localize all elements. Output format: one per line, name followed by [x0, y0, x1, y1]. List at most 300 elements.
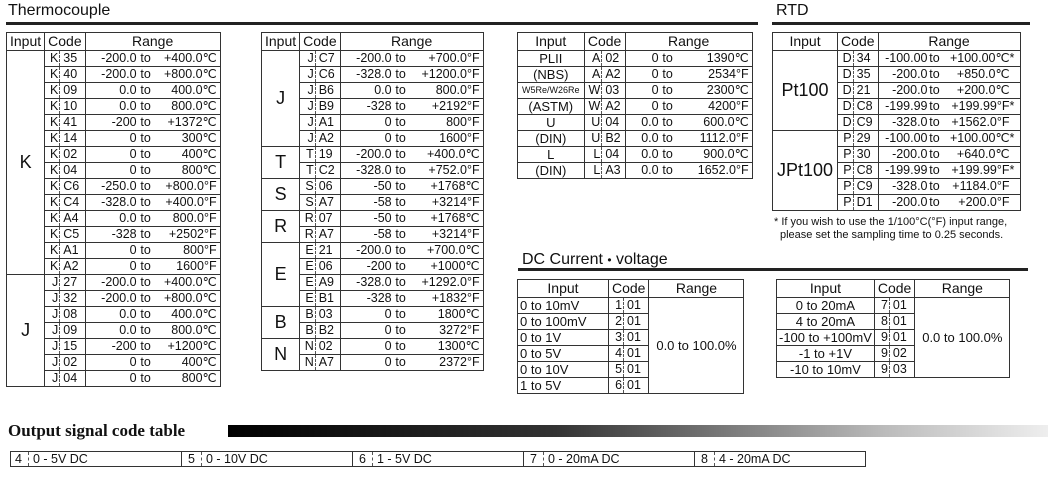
thermo-table-3-wrap — [517, 32, 753, 179]
range-high: +1292.0°F — [421, 275, 480, 289]
code-letter: J — [45, 275, 60, 291]
input-cell: 4 to 20mA — [777, 314, 875, 330]
code-letter: T — [300, 163, 316, 179]
range-cell — [85, 99, 220, 115]
code-digits: A3 — [602, 163, 625, 179]
range-high: 600.0℃ — [703, 115, 749, 129]
range-cell — [878, 195, 1020, 211]
range-high: +1184.0°F — [952, 179, 1010, 193]
range-cell — [340, 355, 483, 371]
code-digits: 01 — [889, 330, 914, 346]
range-to: to — [140, 83, 151, 97]
code-digits: 41 — [60, 115, 85, 131]
range-cell — [625, 147, 752, 163]
range-cell — [625, 131, 752, 147]
header-range: Range — [340, 33, 483, 51]
range-to: to — [140, 275, 151, 289]
output-code-item — [182, 451, 353, 467]
input-cell: -1 to +1V — [777, 346, 875, 362]
range-high: +1832°F — [431, 291, 480, 305]
code-digits: 02 — [889, 346, 914, 362]
range-cell — [340, 275, 483, 291]
input-type-cell: K — [7, 51, 45, 275]
code-digits: C8 — [853, 163, 878, 179]
range-low: -50 — [373, 211, 392, 225]
header-range: Range — [878, 33, 1020, 51]
code-letter: 5 — [609, 362, 624, 378]
rtd-note-2: please set the sampling time to 0.25 seconds. — [780, 229, 1004, 241]
range-cell — [85, 163, 220, 179]
range-cell — [340, 179, 483, 195]
range-cell — [340, 115, 483, 131]
range-high: 1300℃ — [437, 339, 480, 353]
code-digits: 03 — [602, 83, 625, 99]
range-high: 400℃ — [181, 147, 217, 161]
code-letter: J — [300, 51, 316, 67]
code-letter: K — [45, 83, 60, 99]
range-low: 0 — [384, 323, 392, 337]
range-high: +2192°F — [431, 99, 480, 113]
code-digits: D1 — [853, 195, 878, 211]
code-digits: A1 — [315, 115, 340, 131]
range-to: to — [140, 243, 151, 257]
input-type-cell: S — [262, 179, 300, 211]
code-digits: A7 — [315, 355, 340, 371]
range-low: -58 — [373, 227, 392, 241]
range-low: -100.00 — [885, 51, 928, 65]
range-to: to — [662, 147, 673, 161]
input-type-cell: U — [518, 115, 585, 131]
range-to: to — [395, 227, 406, 241]
range-to: to — [395, 147, 406, 161]
tc3-header-row — [518, 33, 753, 51]
range-high: 1600°F — [176, 259, 217, 273]
thermocouple-table-3 — [517, 32, 753, 179]
range-low: 0 — [651, 83, 659, 97]
input-type-cell: W5Re/W26Re — [518, 83, 585, 99]
range-low: -200.0 — [101, 291, 137, 305]
range-low: -200.0 — [892, 147, 928, 161]
input-cell: 0 to 10V — [518, 362, 609, 378]
header-input: Input — [7, 33, 45, 51]
input-type-cell: (DIN) — [518, 131, 585, 147]
code-digits: 06 — [315, 259, 340, 275]
range-low: -58 — [373, 195, 392, 209]
code-letter: B — [300, 323, 316, 339]
range-cell — [878, 51, 1020, 67]
code-letter: K — [45, 243, 60, 259]
output-code: 8 — [695, 452, 715, 466]
range-to: to — [662, 99, 673, 113]
range-to: to — [929, 195, 940, 209]
range-low: -200 — [366, 259, 392, 273]
range-cell — [85, 339, 220, 355]
dc-current-table — [776, 279, 1010, 378]
range-low: 0 — [129, 163, 137, 177]
output-code: 4 — [11, 452, 29, 466]
range-cell — [85, 131, 220, 147]
range-cell — [340, 195, 483, 211]
code-letter: D — [838, 83, 854, 99]
range-high: +400.0℃ — [163, 51, 217, 65]
code-digits: C2 — [315, 163, 340, 179]
range-to: to — [662, 131, 673, 145]
range-low: -328.0 — [356, 275, 392, 289]
range-cell — [878, 83, 1020, 99]
code-digits: A9 — [315, 275, 340, 291]
code-letter: J — [45, 371, 60, 387]
code-digits: 07 — [315, 211, 340, 227]
input-type-cell: E — [262, 243, 300, 307]
code-digits: A2 — [315, 131, 340, 147]
range-note-mark — [1010, 179, 1017, 194]
range-cell — [340, 339, 483, 355]
range-low: 0.0 — [119, 83, 137, 97]
range-low: -200.0 — [892, 67, 928, 81]
range-high: +3214°F — [431, 227, 480, 241]
code-digits: A2 — [602, 99, 625, 115]
range-cell — [878, 115, 1020, 131]
dcv-header-row — [518, 280, 744, 298]
code-digits: 08 — [60, 307, 85, 323]
dc-voltage-wrap — [517, 279, 744, 394]
rtd-note-1: * If you wish to use the 1/100°C(°F) input range, — [774, 216, 1008, 228]
code-digits: A1 — [60, 243, 85, 259]
range-low: -200.0 — [101, 67, 137, 81]
code-letter: J — [300, 115, 316, 131]
range-cell — [340, 323, 483, 339]
range-cell — [85, 307, 220, 323]
dc-voltage-table — [517, 279, 744, 394]
range-low: 0.0 — [119, 307, 137, 321]
rtd-table-wrap — [772, 32, 1021, 211]
code-digits: 04 — [602, 115, 625, 131]
range-cell — [85, 291, 220, 307]
range-high: +800.0℃ — [163, 67, 217, 81]
range-to: to — [395, 67, 406, 81]
range-to: to — [140, 211, 151, 225]
code-letter: E — [300, 259, 316, 275]
range-to: to — [395, 179, 406, 193]
code-letter: 9 — [874, 362, 889, 378]
header-code: Code — [609, 280, 649, 298]
range-low: 0 — [129, 259, 137, 273]
input-type-cell: J — [7, 275, 45, 387]
range-low: -328.0 — [892, 179, 928, 193]
tc2-header-row — [262, 33, 484, 51]
code-digits: 09 — [60, 323, 85, 339]
range-to: to — [395, 355, 406, 369]
range-high: 800°F — [183, 243, 217, 257]
code-letter: N — [300, 355, 316, 371]
range-cell — [85, 275, 220, 291]
range-to: to — [929, 131, 940, 145]
range-high: 400.0℃ — [171, 83, 217, 97]
dc-title-sep: • — [607, 253, 612, 267]
code-digits: A2 — [60, 259, 85, 275]
output-code: 5 — [182, 452, 202, 466]
code-letter: J — [45, 355, 60, 371]
thermocouple-table-2 — [261, 32, 484, 371]
table-row — [262, 211, 484, 227]
range-cell — [85, 83, 220, 99]
rtd-header-row — [773, 33, 1021, 51]
range-high: 2372°F — [439, 355, 480, 369]
output-label: 0 - 20mA DC — [547, 452, 620, 466]
tc1-header-row — [7, 33, 221, 51]
code-letter: 6 — [609, 378, 624, 394]
table-row — [518, 163, 753, 179]
table-row — [777, 298, 1010, 314]
range-to: to — [140, 131, 151, 145]
range-high: 400.0℃ — [171, 307, 217, 321]
range-high: +850.0℃ — [956, 67, 1010, 81]
table-row — [518, 99, 753, 115]
code-digits: 29 — [853, 131, 878, 147]
output-code-item — [695, 451, 866, 467]
table-row — [262, 243, 484, 259]
output-label: 0 - 5V DC — [32, 452, 88, 466]
output-code-item — [10, 451, 182, 467]
range-to: to — [929, 51, 940, 65]
thermo-table-2-wrap — [261, 32, 484, 371]
code-letter: J — [45, 291, 60, 307]
output-label: 1 - 5V DC — [376, 452, 432, 466]
range-low: -328.0 — [356, 67, 392, 81]
code-digits: B9 — [315, 99, 340, 115]
range-cell — [85, 51, 220, 67]
table-row — [7, 275, 221, 291]
range-to: to — [662, 163, 673, 177]
code-letter: 2 — [609, 314, 624, 330]
table-row — [773, 51, 1021, 67]
code-letter: P — [838, 131, 854, 147]
table-row — [262, 51, 484, 67]
range-cell: 0.0 to 100.0% — [915, 298, 1010, 378]
code-digits: 01 — [624, 298, 649, 314]
range-cell — [85, 147, 220, 163]
code-digits: 02 — [60, 147, 85, 163]
range-high: 300℃ — [181, 131, 217, 145]
range-cell — [85, 355, 220, 371]
code-digits: 14 — [60, 131, 85, 147]
code-letter: K — [45, 195, 60, 211]
range-low: -200 — [111, 339, 137, 353]
range-cell — [625, 163, 752, 179]
range-high: 800.0℃ — [171, 323, 217, 337]
range-high: 800°F — [446, 115, 480, 129]
range-low: -100.00 — [885, 131, 928, 145]
dcc-header-row — [777, 280, 1010, 298]
range-to: to — [395, 163, 406, 177]
code-digits: 21 — [853, 83, 878, 99]
code-digits: C8 — [853, 99, 878, 115]
table-row — [518, 67, 753, 83]
input-type-cell: L — [518, 147, 585, 163]
rtd-title: RTD — [776, 2, 809, 19]
range-to: to — [929, 83, 940, 97]
range-cell — [340, 211, 483, 227]
code-letter: 1 — [609, 298, 624, 314]
code-digits: 02 — [60, 355, 85, 371]
range-high: +752.0°F — [428, 163, 480, 177]
code-digits: 35 — [853, 67, 878, 83]
range-cell — [340, 259, 483, 275]
code-letter: R — [300, 227, 316, 243]
code-digits: 04 — [60, 371, 85, 387]
code-digits: A7 — [315, 195, 340, 211]
range-low: -250.0 — [101, 179, 137, 193]
range-high: 1390℃ — [706, 51, 749, 65]
code-letter: D — [838, 115, 854, 131]
range-to: to — [395, 211, 406, 225]
code-digits: 04 — [60, 163, 85, 179]
code-digits: 10 — [60, 99, 85, 115]
code-digits: C9 — [853, 115, 878, 131]
range-high: +100.00℃ — [949, 51, 1010, 65]
range-to: to — [929, 179, 940, 193]
range-to: to — [140, 339, 151, 353]
range-low: 0 — [129, 147, 137, 161]
table-row — [518, 131, 753, 147]
range-high: +2502°F — [168, 227, 217, 241]
code-digits: C9 — [853, 179, 878, 195]
code-letter: L — [584, 147, 602, 163]
rtd-table — [772, 32, 1021, 211]
table-row — [518, 83, 753, 99]
code-letter: K — [45, 99, 60, 115]
range-low: 0.0 — [119, 211, 137, 225]
range-to: to — [140, 163, 151, 177]
input-type-cell: (NBS) — [518, 67, 585, 83]
range-high: +200.0°F — [958, 195, 1010, 209]
input-cell: -10 to 10mV — [777, 362, 875, 378]
code-letter: P — [838, 179, 854, 195]
code-digits: 01 — [624, 330, 649, 346]
code-digits: C4 — [60, 195, 85, 211]
header-input: Input — [777, 280, 875, 298]
range-cell — [85, 195, 220, 211]
table-row — [262, 147, 484, 163]
code-digits: 01 — [624, 378, 649, 394]
code-letter: W — [584, 99, 602, 115]
code-letter: E — [300, 243, 316, 259]
dc-title-sub: voltage — [616, 251, 668, 268]
range-note-mark — [1010, 83, 1017, 98]
code-digits: 01 — [624, 362, 649, 378]
range-cell — [85, 211, 220, 227]
range-low: -328 — [366, 291, 392, 305]
range-cell — [85, 227, 220, 243]
range-cell — [340, 243, 483, 259]
code-letter: 4 — [609, 346, 624, 362]
code-letter: R — [300, 211, 316, 227]
range-low: 0 — [129, 243, 137, 257]
range-note-mark — [1010, 195, 1017, 210]
input-type-cell: N — [262, 339, 300, 371]
range-low: -328 — [366, 99, 392, 113]
range-low: -328.0 — [101, 195, 137, 209]
range-to: to — [140, 115, 151, 129]
range-to: to — [395, 83, 406, 97]
range-to: to — [395, 99, 406, 113]
range-low: 0.0 — [119, 99, 137, 113]
range-high: 800.0℃ — [171, 99, 217, 113]
input-type-cell: (DIN) — [518, 163, 585, 179]
range-to: to — [395, 259, 406, 273]
range-cell — [85, 243, 220, 259]
range-high: +400.0℃ — [426, 147, 480, 161]
range-low: 0.0 — [641, 163, 659, 177]
dc-title — [522, 251, 668, 269]
code-digits: 01 — [624, 314, 649, 330]
input-cell: -100 to +100mV — [777, 330, 875, 346]
range-note-mark — [1010, 147, 1017, 162]
table-row — [518, 298, 744, 314]
range-to: to — [395, 307, 406, 321]
dc-rule — [518, 268, 1028, 271]
code-letter: K — [45, 163, 60, 179]
header-code: Code — [300, 33, 340, 51]
range-high: +700.0°F — [428, 51, 480, 65]
range-high: +1200.0°F — [421, 67, 480, 81]
code-letter: T — [300, 147, 316, 163]
input-cell: 0 to 5V — [518, 346, 609, 362]
input-cell: 0 to 1V — [518, 330, 609, 346]
range-cell — [85, 115, 220, 131]
code-letter: K — [45, 51, 60, 67]
range-low: -200.0 — [356, 147, 392, 161]
range-low: -200.0 — [101, 275, 137, 289]
thermocouple-rule — [6, 22, 758, 25]
code-digits: B1 — [315, 291, 340, 307]
range-to: to — [140, 179, 151, 193]
range-high: 1600°F — [439, 131, 480, 145]
code-digits: 02 — [315, 339, 340, 355]
range-high: 800℃ — [181, 163, 217, 177]
output-title-bar — [228, 425, 1048, 437]
code-letter: J — [45, 339, 60, 355]
range-to: to — [140, 259, 151, 273]
header-code: Code — [838, 33, 878, 51]
range-to: to — [395, 291, 406, 305]
code-digits: A7 — [315, 227, 340, 243]
thermocouple-title: Thermocouple — [8, 2, 111, 19]
range-cell — [85, 323, 220, 339]
header-range: Range — [625, 33, 752, 51]
code-letter: A — [584, 51, 602, 67]
range-high: 1112.0°F — [699, 131, 749, 145]
header-input: Input — [262, 33, 300, 51]
dc-title-main: DC Current — [522, 251, 603, 268]
code-digits: 02 — [602, 51, 625, 67]
code-digits: 03 — [315, 307, 340, 323]
range-cell — [340, 307, 483, 323]
code-letter: 8 — [874, 314, 889, 330]
range-high: +1372℃ — [167, 115, 217, 129]
table-row — [773, 131, 1021, 147]
range-low: 0.0 — [119, 323, 137, 337]
code-letter: J — [300, 67, 316, 83]
code-letter: D — [838, 67, 854, 83]
range-to: to — [395, 243, 406, 257]
range-high: 2300℃ — [706, 83, 749, 97]
range-high: 400℃ — [181, 355, 217, 369]
code-letter: K — [45, 115, 60, 131]
range-to: to — [929, 163, 940, 177]
range-cell — [878, 131, 1020, 147]
range-cell — [85, 259, 220, 275]
